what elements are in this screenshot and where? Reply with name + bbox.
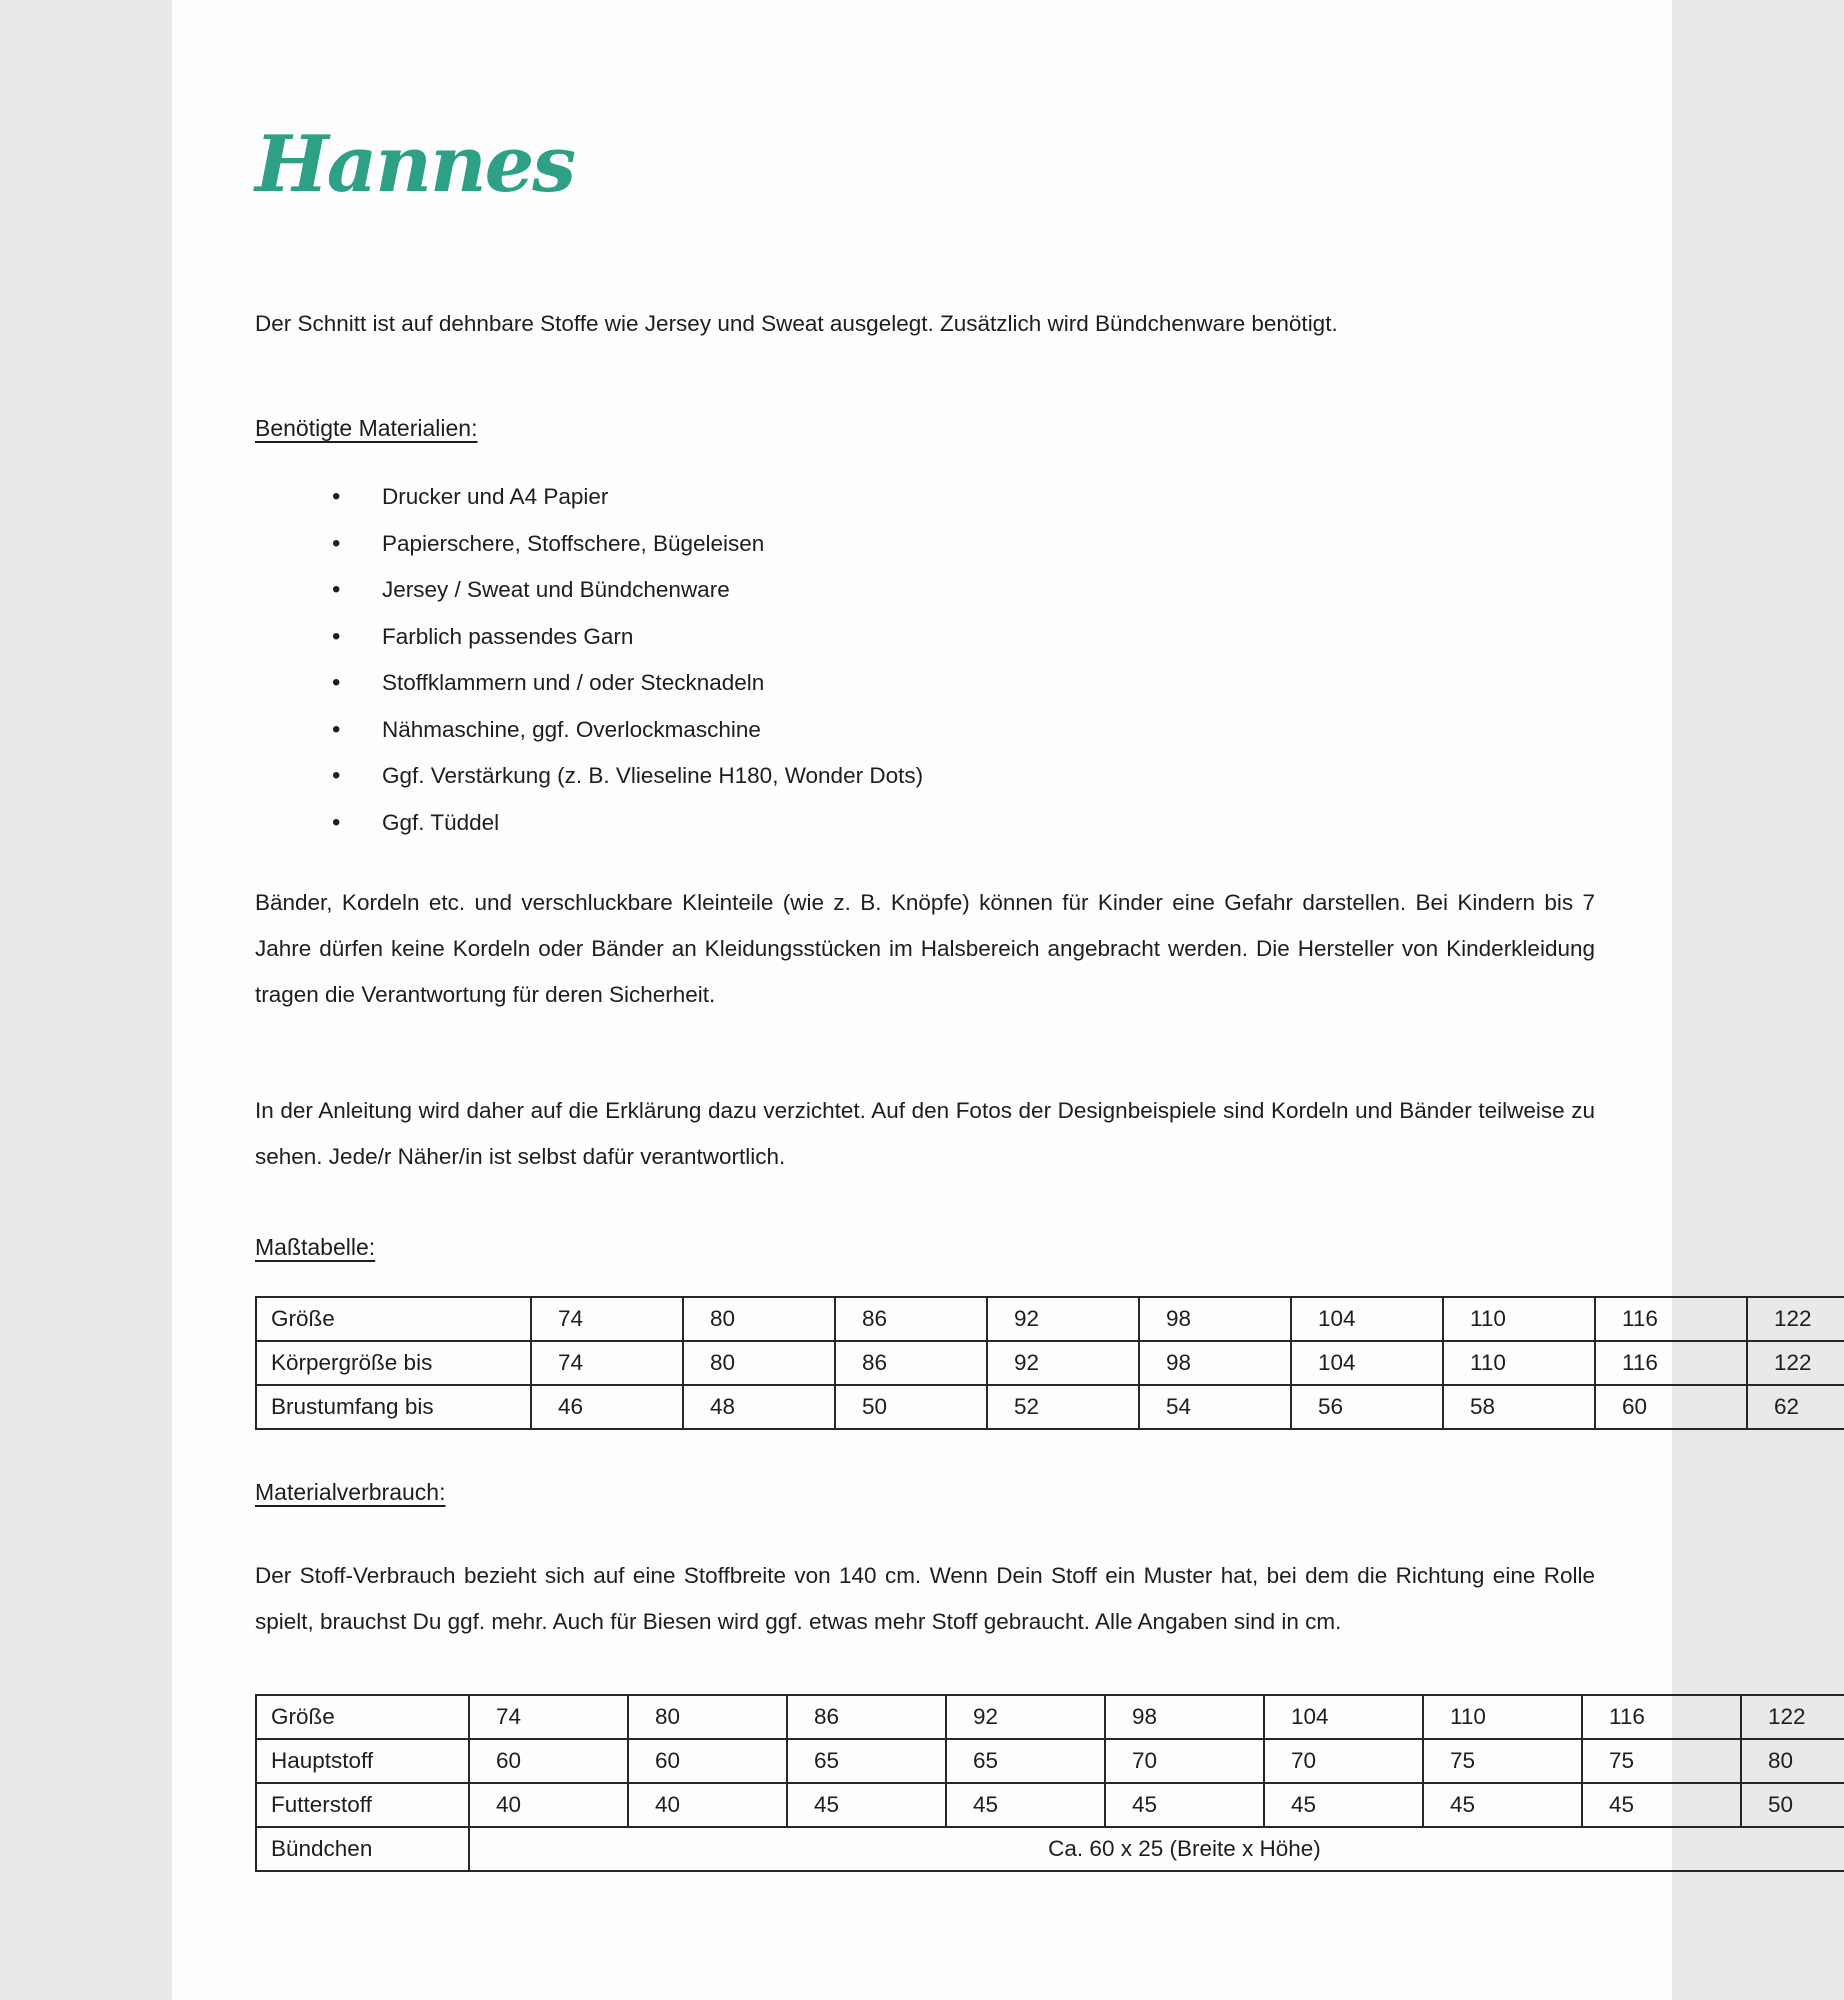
value-cell: 40 — [469, 1783, 628, 1827]
value-cell: 45 — [1423, 1783, 1582, 1827]
value-cell: 80 — [683, 1341, 835, 1385]
size-table — [255, 1296, 1844, 1430]
table-row — [256, 1385, 1844, 1429]
value-cell: 45 — [787, 1783, 946, 1827]
row-label-cell: Futterstoff — [256, 1783, 469, 1827]
value-cell: 98 — [1105, 1695, 1264, 1739]
value-cell: 80 — [1741, 1739, 1844, 1783]
value-cell: 86 — [787, 1695, 946, 1739]
list-item: • Ggf. Tüddel — [255, 800, 1595, 847]
list-item: • Papierschere, Stoffschere, Bügeleisen — [255, 521, 1595, 568]
value-cell: 58 — [1443, 1385, 1595, 1429]
value-cell: 52 — [987, 1385, 1139, 1429]
value-cell: 54 — [1139, 1385, 1291, 1429]
value-cell: 74 — [531, 1341, 683, 1385]
value-cell: 70 — [1264, 1739, 1423, 1783]
table-row — [256, 1739, 1844, 1783]
list-item: • Stoffklammern und / oder Stecknadeln — [255, 660, 1595, 707]
row-label-cell: Größe — [256, 1297, 531, 1341]
intro-paragraph: Der Schnitt ist auf dehnbare Stoffe wie Jersey und Sweat ausgelegt. Zusätzlich wird Bündchenware benötigt. — [255, 310, 1338, 336]
value-cell: 45 — [1105, 1783, 1264, 1827]
value-cell: 50 — [835, 1385, 987, 1429]
value-cell: 75 — [1582, 1739, 1741, 1783]
value-cell: 122 — [1747, 1341, 1844, 1385]
table-row — [256, 1827, 1844, 1871]
usage-heading: Materialverbrauch: — [255, 1479, 446, 1505]
list-item: • Jersey / Sweat und Bündchenware — [255, 567, 1595, 614]
value-cell: 70 — [1105, 1739, 1264, 1783]
value-cell: 122 — [1747, 1297, 1844, 1341]
value-cell: 110 — [1423, 1695, 1582, 1739]
row-label-cell: Brustumfang bis — [256, 1385, 531, 1429]
brand-logo: Hannes — [255, 119, 575, 210]
list-item: • Farblich passendes Garn — [255, 614, 1595, 661]
value-cell: 116 — [1595, 1341, 1747, 1385]
value-cell: 110 — [1443, 1297, 1595, 1341]
value-cell: 110 — [1443, 1341, 1595, 1385]
table-row — [256, 1297, 1844, 1341]
value-cell: 86 — [835, 1341, 987, 1385]
value-cell: 80 — [628, 1695, 787, 1739]
value-cell: 50 — [1741, 1783, 1844, 1827]
value-cell: 92 — [987, 1341, 1139, 1385]
note-paragraph: In der Anleitung wird daher auf die Erklärung dazu verzichtet. Auf den Fotos der Designbeispiele sind Kordeln und Bänder teilweise zu sehen. Jede/r Näher/in ist selbst dafür verantwortlich. — [255, 1097, 1595, 1169]
list-item: • Drucker und A4 Papier — [255, 474, 1595, 521]
value-cell: 116 — [1595, 1297, 1747, 1341]
usage-paragraph: Der Stoff-Verbrauch bezieht sich auf eine Stoffbreite von 140 cm. Wenn Dein Stoff ein Muster hat, bei dem die Richtung eine Rolle spielt, brauchst Du ggf. mehr. Auch für Biesen wird ggf. etwas mehr Stoff gebraucht. Alle Angaben sind in cm. — [255, 1562, 1595, 1634]
value-cell: 75 — [1423, 1739, 1582, 1783]
usage-table — [255, 1694, 1844, 1872]
value-cell: 80 — [683, 1297, 835, 1341]
value-cell: 62 — [1747, 1385, 1844, 1429]
row-label-cell: Körpergröße bis — [256, 1341, 531, 1385]
document-page — [172, 0, 1812, 2000]
value-cell: 98 — [1139, 1297, 1291, 1341]
value-cell: 46 — [531, 1385, 683, 1429]
value-cell: 74 — [469, 1695, 628, 1739]
value-cell: 74 — [531, 1297, 683, 1341]
value-cell: 104 — [1291, 1297, 1443, 1341]
value-cell: 45 — [1264, 1783, 1423, 1827]
table-row — [256, 1783, 1844, 1827]
value-cell: 92 — [946, 1695, 1105, 1739]
value-cell: 60 — [1595, 1385, 1747, 1429]
table-row — [256, 1341, 1844, 1385]
materials-heading: Benötigte Materialien: — [255, 415, 478, 441]
size-table-heading: Maßtabelle: — [255, 1234, 376, 1260]
value-cell: 48 — [683, 1385, 835, 1429]
value-cell: 65 — [946, 1739, 1105, 1783]
value-cell: Ca. 60 x 25 (Breite x Höhe) — [469, 1827, 1844, 1871]
materials-list — [255, 474, 1595, 846]
value-cell: 104 — [1291, 1341, 1443, 1385]
value-cell: 116 — [1582, 1695, 1741, 1739]
value-cell: 60 — [628, 1739, 787, 1783]
value-cell: 65 — [787, 1739, 946, 1783]
value-cell: 45 — [946, 1783, 1105, 1827]
warning-paragraph: Bänder, Kordeln etc. und verschluckbare Kleinteile (wie z. B. Knöpfe) können für Kinder eine Gefahr darstellen. Bei Kindern bis 7 Jahre dürfen keine Kordeln oder Bänder an Kleidungsstücken im Halsbereich angebracht werden. Die Hersteller von Kinderkleidung tragen die Verantwortung für deren Sicherheit. — [255, 889, 1595, 1007]
table-row — [256, 1695, 1844, 1739]
list-item: • Ggf. Verstärkung (z. B. Vlieseline H180, Wonder Dots) — [255, 753, 1595, 800]
row-label-cell: Hauptstoff — [256, 1739, 469, 1783]
value-cell: 60 — [469, 1739, 628, 1783]
list-item: • Nähmaschine, ggf. Overlockmaschine — [255, 707, 1595, 754]
value-cell: 56 — [1291, 1385, 1443, 1429]
value-cell: 98 — [1139, 1341, 1291, 1385]
value-cell: 104 — [1264, 1695, 1423, 1739]
value-cell: 40 — [628, 1783, 787, 1827]
row-label-cell: Größe — [256, 1695, 469, 1739]
value-cell: 122 — [1741, 1695, 1844, 1739]
row-label-cell: Bündchen — [256, 1827, 469, 1871]
value-cell: 45 — [1582, 1783, 1741, 1827]
value-cell: 92 — [987, 1297, 1139, 1341]
value-cell: 86 — [835, 1297, 987, 1341]
